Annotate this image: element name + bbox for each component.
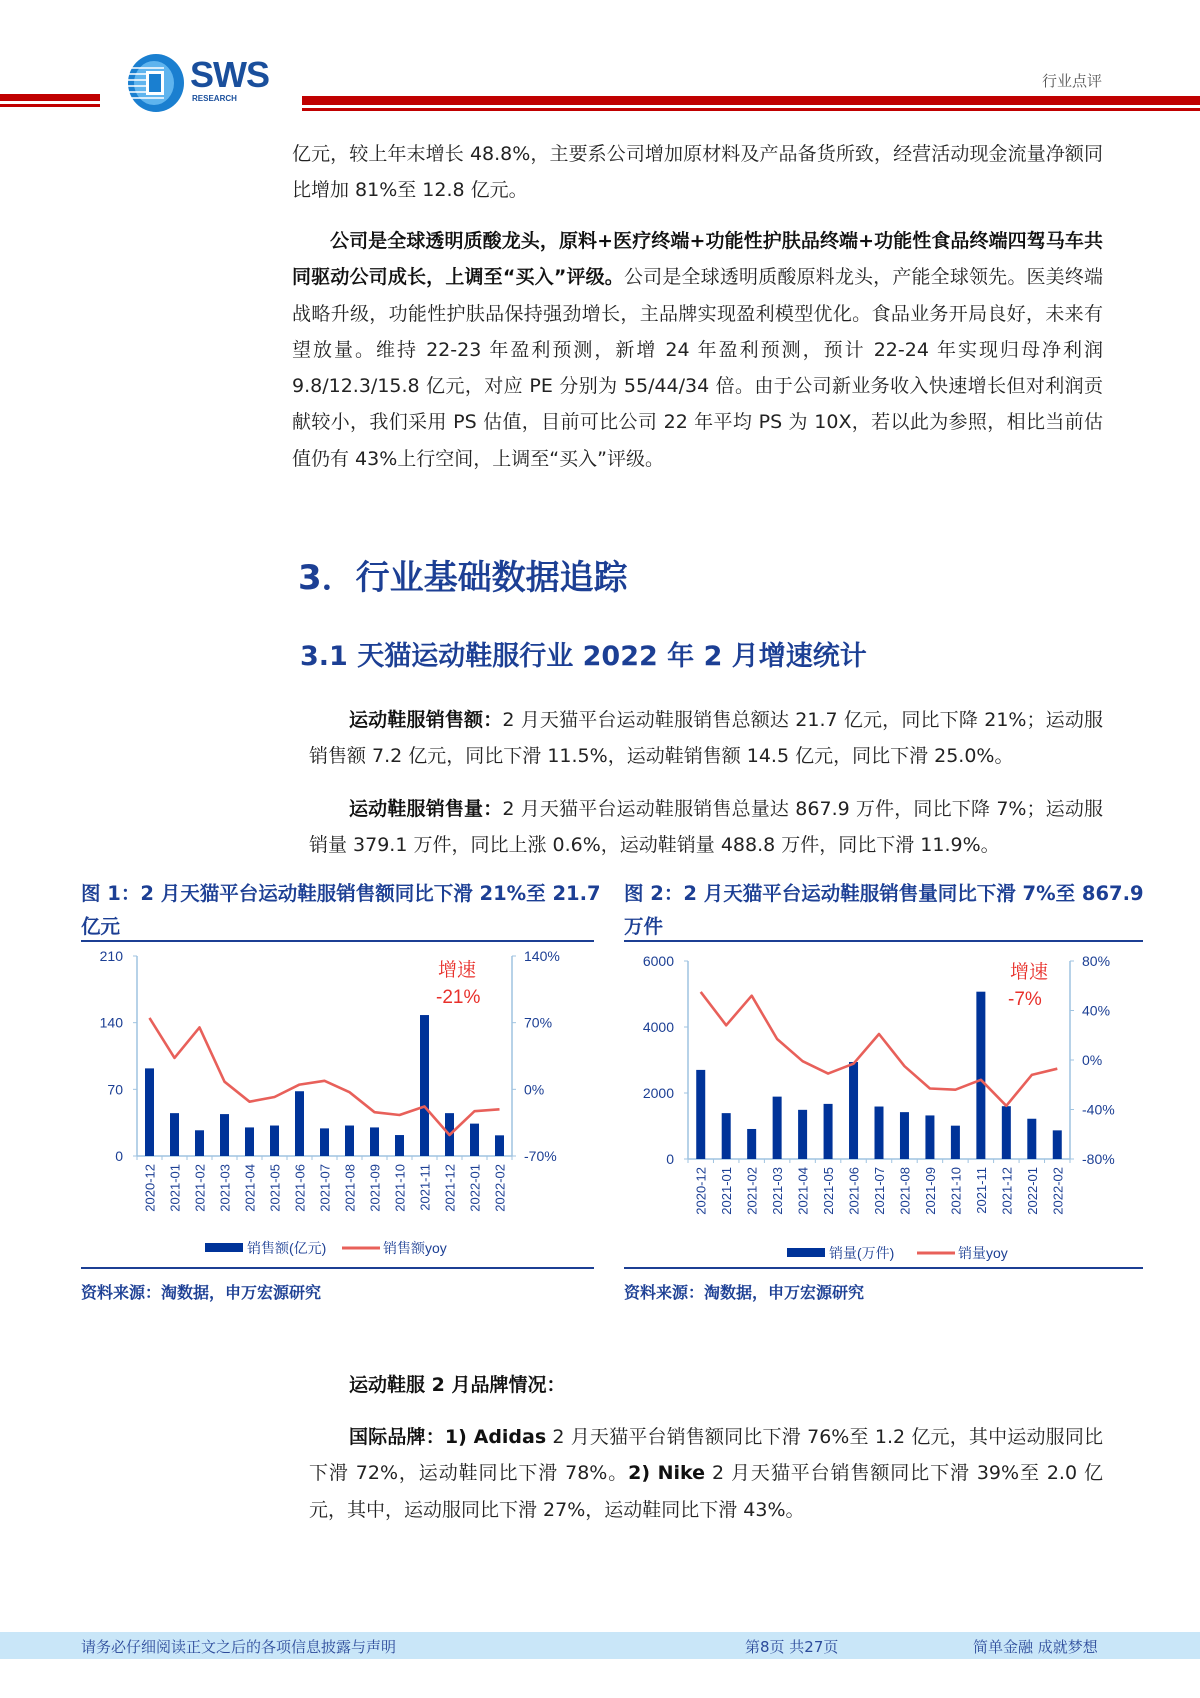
bar <box>925 1115 934 1159</box>
x-tick-label: 2021-04 <box>795 1167 811 1215</box>
x-tick-label: 2021-07 <box>872 1167 887 1215</box>
right-tick-label: 0% <box>1082 1052 1103 1068</box>
bar <box>824 1104 833 1159</box>
legend-line-label: 销量yoy <box>958 1245 1008 1261</box>
left-tick-label: 4000 <box>642 1019 674 1035</box>
x-tick-label: 2021-05 <box>821 1167 837 1215</box>
x-tick-label: 2021-10 <box>948 1167 964 1215</box>
x-tick-label: 2021-11 <box>973 1167 989 1214</box>
x-tick-label: 2021-06 <box>846 1167 862 1215</box>
header-rule-left-thick <box>0 94 100 101</box>
paragraph-text: 2 月天猫平台运动鞋服销售总额达 21.7 亿元，同比下降 21%；运动服销售额 7.2 亿元，同比下滑 11.5%，运动鞋销售额 14.5 亿元，同比下滑 25.0%。 <box>309 709 1103 768</box>
x-tick-label: 2021-01 <box>167 1164 183 1212</box>
left-tick-label: 140 <box>99 1014 123 1031</box>
right-tick-label: -80% <box>1082 1151 1115 1167</box>
x-tick-label: 2020-12 <box>142 1164 158 1212</box>
x-tick-label: 2021-11 <box>417 1164 433 1211</box>
bar <box>420 1015 429 1156</box>
right-tick-label: 0% <box>524 1081 545 1098</box>
bar <box>245 1127 254 1156</box>
header-rule-left-thin <box>0 104 100 107</box>
bar <box>270 1126 279 1156</box>
figure-1-source: 资料来源：淘数据，申万宏源研究 <box>81 1283 322 1302</box>
bar <box>1027 1119 1036 1159</box>
x-tick-label: 2021-10 <box>392 1164 408 1212</box>
legend-bar-swatch <box>205 1243 243 1252</box>
x-tick-label: 2020-12 <box>693 1167 709 1215</box>
x-tick-label: 2021-12 <box>999 1167 1015 1215</box>
growth-annotation-label: 增速 <box>438 960 477 981</box>
paragraph-brand-heading <box>349 1367 1103 1403</box>
bar <box>900 1112 909 1159</box>
bar <box>145 1068 154 1156</box>
report-category: 行业点评 <box>1042 72 1103 90</box>
paragraph-text: 2 月天猫平台销售额同比下滑 76%至 1.2 亿元，其中运动服同比下滑 72%，运动鞋同比下滑 78%。 <box>309 1426 1104 1485</box>
right-tick-label: 40% <box>1082 1002 1111 1019</box>
x-tick-label: 2022-01 <box>1024 1167 1040 1215</box>
x-tick-label: 2021-02 <box>192 1164 208 1212</box>
paragraph-international-brands <box>309 1419 1103 1528</box>
paragraph-text: 公司是全球透明质酸原料龙头，产能全球领先。医美终端战略升级，功能性护肤品保持强劲增长，主品牌实现盈利模型优化。食品业务开局良好，未来有望放量。维持 22-23 年盈利预测，新增 24 年盈利预测，预计 22-24 年实现归母净利润 9.8/12.3/15.8 亿元，对应 PE 分别为 55/44/34 倍。由于公司新业务收入快速增长但对利润贡献较小，我们采用 PS 估值，目前可比公司 22 年平均 PS 为 10X，若以此为参照，相比当前估值仍有 43%上行空间，上调至“买入”评级。 <box>292 266 1103 470</box>
right-tick-label: -70% <box>524 1148 557 1164</box>
paragraph-text: 亿元，较上年末增长 48.8%，主要系公司增加原材料及产品备货所致，经营活动现金流量净额同比增加 81%至 12.8 亿元。 <box>292 143 1103 202</box>
bar <box>295 1091 304 1156</box>
paragraph-cashflow <box>292 136 1103 209</box>
left-tick-label: 210 <box>99 948 123 964</box>
bar <box>976 992 985 1159</box>
left-tick-label: 70 <box>107 1081 123 1098</box>
right-tick-label: 70% <box>524 1014 553 1031</box>
x-tick-label: 2021-03 <box>217 1164 233 1212</box>
x-tick-label: 2022-02 <box>1050 1167 1066 1215</box>
bar <box>696 1070 705 1159</box>
x-tick-label: 2021-05 <box>267 1164 283 1212</box>
footer-disclaimer: 请务必仔细阅读正文之后的各项信息披露与声明 <box>81 1638 397 1656</box>
paragraph-lead: 公司是全球透明质酸龙头，原料+医疗终端+功能性护肤品终端+功能性食品终端四驾马车共同驱动公司成长，上调至“买入”评级。 <box>292 230 1103 289</box>
x-tick-label: 2022-01 <box>467 1164 483 1212</box>
legend-bar-swatch <box>787 1248 825 1257</box>
x-tick-label: 2022-02 <box>492 1164 508 1212</box>
header-rule-right-thick <box>302 96 1200 105</box>
left-tick-label: 6000 <box>642 953 674 969</box>
x-tick-label: 2021-12 <box>442 1164 458 1212</box>
x-tick-label: 2021-08 <box>342 1164 358 1212</box>
bar <box>722 1113 731 1159</box>
bar <box>1053 1130 1062 1159</box>
x-tick-label: 2021-02 <box>744 1167 760 1215</box>
paragraph-lead: 运动鞋服销售额： <box>349 709 503 731</box>
left-tick-label: 0 <box>666 1151 674 1167</box>
growth-annotation-label: 增速 <box>1010 962 1049 983</box>
x-tick-label: 2021-09 <box>922 1167 938 1215</box>
bar <box>747 1129 756 1159</box>
footer-slogan: 简单金融 成就梦想 <box>973 1638 1098 1656</box>
figure-2-source: 资料来源：淘数据，申万宏源研究 <box>624 1283 865 1302</box>
bar <box>195 1130 204 1156</box>
paragraph-rating <box>292 223 1103 477</box>
figure-2-title: 图 2：2 月天猫平台运动鞋服销售量同比下滑 7%至 867.9 万件 <box>624 882 1144 938</box>
x-tick-label: 2021-08 <box>897 1167 913 1215</box>
right-tick-label: 140% <box>524 948 560 964</box>
figure-1-title: 图 1：2 月天猫平台运动鞋服销售额同比下滑 21%至 21.7 亿元 <box>81 882 601 938</box>
logo-text: SWS <box>190 54 270 95</box>
bar <box>798 1110 807 1159</box>
sws-logo <box>124 52 284 114</box>
subsection-heading: 3.1 天猫运动鞋服行业 2022 年 2 月增速统计 <box>300 641 867 672</box>
bar <box>395 1135 404 1156</box>
left-tick-label: 0 <box>115 1148 123 1164</box>
section-heading: 3．行业基础数据追踪 <box>298 558 628 598</box>
paragraph-lead: 运动鞋服销售量： <box>349 798 503 820</box>
bar <box>220 1114 229 1156</box>
legend-bar-label: 销售额(亿元) <box>247 1240 327 1256</box>
sws-logo-icon <box>124 52 188 114</box>
bar <box>495 1135 504 1156</box>
legend-line-label: 销售额yoy <box>383 1240 447 1256</box>
bar <box>849 1062 858 1159</box>
bar <box>470 1124 479 1156</box>
figure-2-bottom-rule <box>624 1267 1143 1269</box>
x-tick-label: 2021-01 <box>719 1167 735 1215</box>
paragraph-text: 2 月天猫平台销售额同比下滑 39%至 2.0 亿元，其中，运动服同比下滑 27%，运动鞋同比下滑 43%。 <box>309 1462 1103 1521</box>
chart-sales-volume <box>620 940 1160 1270</box>
paragraph-sales-amount <box>309 702 1103 775</box>
header-rule-right-thin <box>302 108 1200 111</box>
left-tick-label: 2000 <box>642 1085 674 1101</box>
growth-annotation-value: -21% <box>436 987 481 1008</box>
right-tick-label: -40% <box>1082 1101 1115 1118</box>
bar <box>875 1107 884 1159</box>
bar <box>951 1126 960 1159</box>
legend-bar-label: 销量(万件) <box>829 1245 895 1261</box>
bar <box>1002 1106 1011 1159</box>
paragraph-lead: 国际品牌：1) Adidas <box>349 1426 547 1448</box>
paragraph-sales-volume <box>309 791 1103 864</box>
x-tick-label: 2021-04 <box>242 1164 258 1212</box>
x-tick-label: 2021-03 <box>770 1167 786 1215</box>
x-tick-label: 2021-07 <box>317 1164 333 1212</box>
bar <box>170 1113 179 1156</box>
bar <box>773 1097 782 1159</box>
paragraph-lead-nike: 2) Nike <box>628 1462 706 1485</box>
bar <box>345 1126 354 1156</box>
logo-subtext: RESEARCH <box>192 94 237 103</box>
x-tick-label: 2021-06 <box>292 1164 308 1212</box>
footer-band <box>0 1632 1200 1659</box>
paragraph-text: 2 月天猫平台运动鞋服销售总量达 867.9 万件，同比下降 7%；运动服销量 379.1 万件，同比上涨 0.6%，运动鞋销量 488.8 万件，同比下滑 11.9%。 <box>309 798 1103 857</box>
growth-annotation-value: -7% <box>1008 989 1042 1010</box>
footer-page-number: 第8页 共27页 <box>745 1638 839 1656</box>
x-tick-label: 2021-09 <box>367 1164 383 1212</box>
bar <box>370 1127 379 1156</box>
figure-1-bottom-rule <box>81 1267 594 1269</box>
bar <box>320 1128 329 1156</box>
chart-sales-amount <box>70 940 610 1270</box>
yoy-line <box>701 992 1058 1106</box>
paragraph-lead: 运动鞋服 2 月品牌情况： <box>349 1374 566 1396</box>
right-tick-label: 80% <box>1082 953 1111 969</box>
